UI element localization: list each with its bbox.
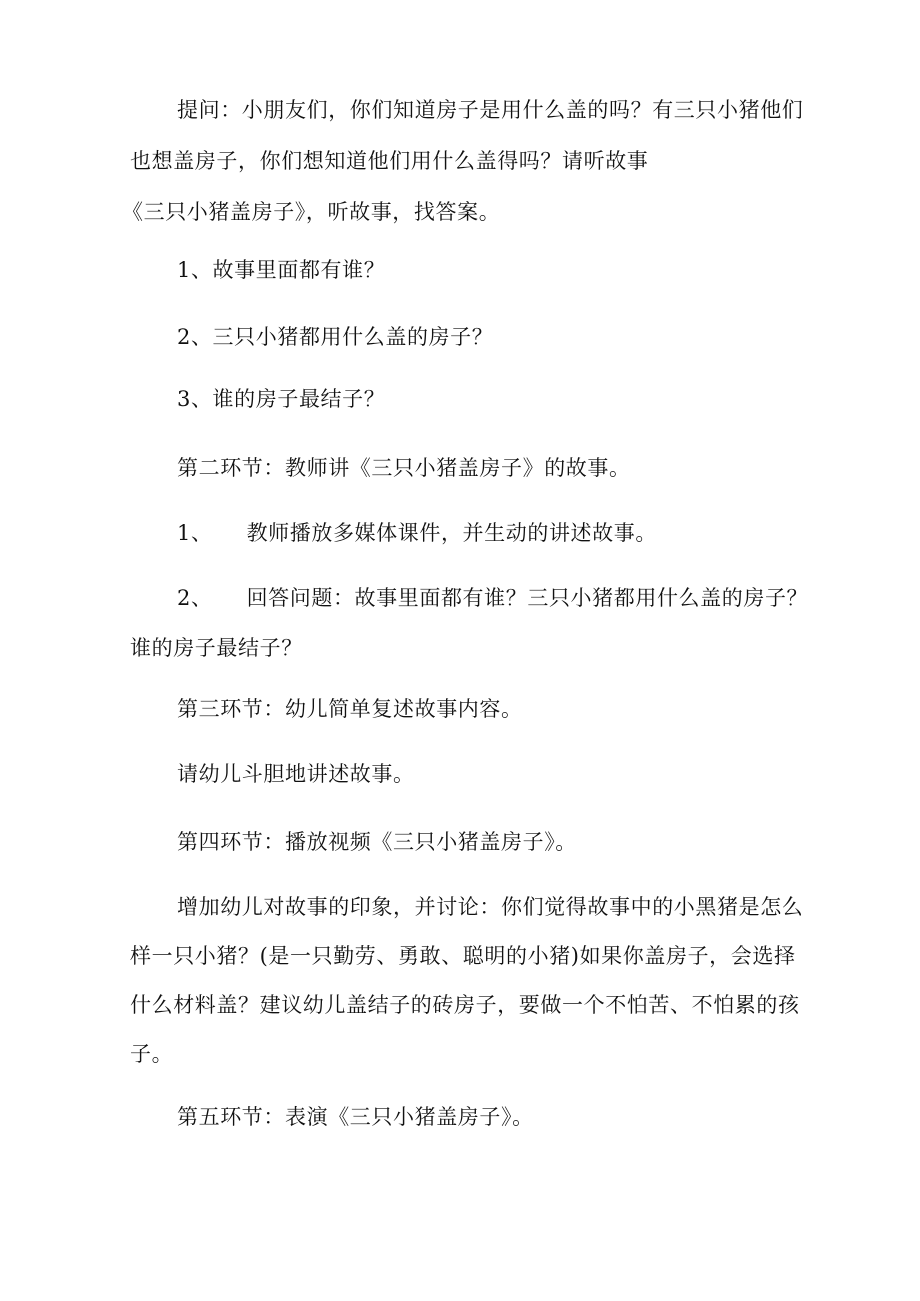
section-5-heading: 第五环节：表演《三只小猪盖房子》。 <box>177 1105 534 1129</box>
section-2-item-2-number: 2、 <box>177 586 213 610</box>
intro-line-2: 也想盖房子，你们想知道他们用什么盖得吗？请听故事 <box>130 149 649 173</box>
intro-line-1: 提问：小朋友们，你们知道房子是用什么盖的吗？有三只小猪他们 <box>177 98 804 122</box>
section-2-item-2 <box>177 584 808 612</box>
section-4-line-4: 子。 <box>130 1042 174 1066</box>
question-3: 3、谁的房子最结子？ <box>177 387 386 411</box>
section-3-text: 请幼儿斗胆地讲述故事。 <box>177 762 415 786</box>
section-4-line-2: 样一只小猪？(是一只勤劳、勇敢、聪明的小猪)如果你盖房子，会选择 <box>130 944 796 968</box>
section-2-item-2-text: 回答问题：故事里面都有谁？三只小猪都用什么盖的房子？ <box>246 586 809 610</box>
section-2-item-1 <box>177 519 657 547</box>
section-4-line-3: 什么材料盖？建议幼儿盖结子的砖房子，要做一个不怕苦、不怕累的孩 <box>130 993 800 1017</box>
section-2-item-2-continuation: 谁的房子最结子？ <box>130 636 303 660</box>
section-4-heading: 第四环节：播放视频《三只小猪盖房子》。 <box>177 830 577 854</box>
section-3-heading: 第三环节：幼儿简单复述故事内容。 <box>177 697 523 721</box>
section-4-line-1: 增加幼儿对故事的印象，并讨论：你们觉得故事中的小黑猪是怎么 <box>177 895 804 919</box>
section-2-item-1-number: 1、 <box>177 521 213 545</box>
question-2: 2、三只小猪都用什么盖的房子？ <box>177 325 494 349</box>
section-2-item-1-text: 教师播放多媒体课件，并生动的讲述故事。 <box>246 521 657 545</box>
section-2-heading: 第二环节：教师讲《三只小猪盖房子》的故事。 <box>177 456 631 480</box>
intro-line-3: 《三只小猪盖房子》，听故事，找答案。 <box>122 200 501 224</box>
question-1: 1、故事里面都有谁？ <box>177 258 386 282</box>
